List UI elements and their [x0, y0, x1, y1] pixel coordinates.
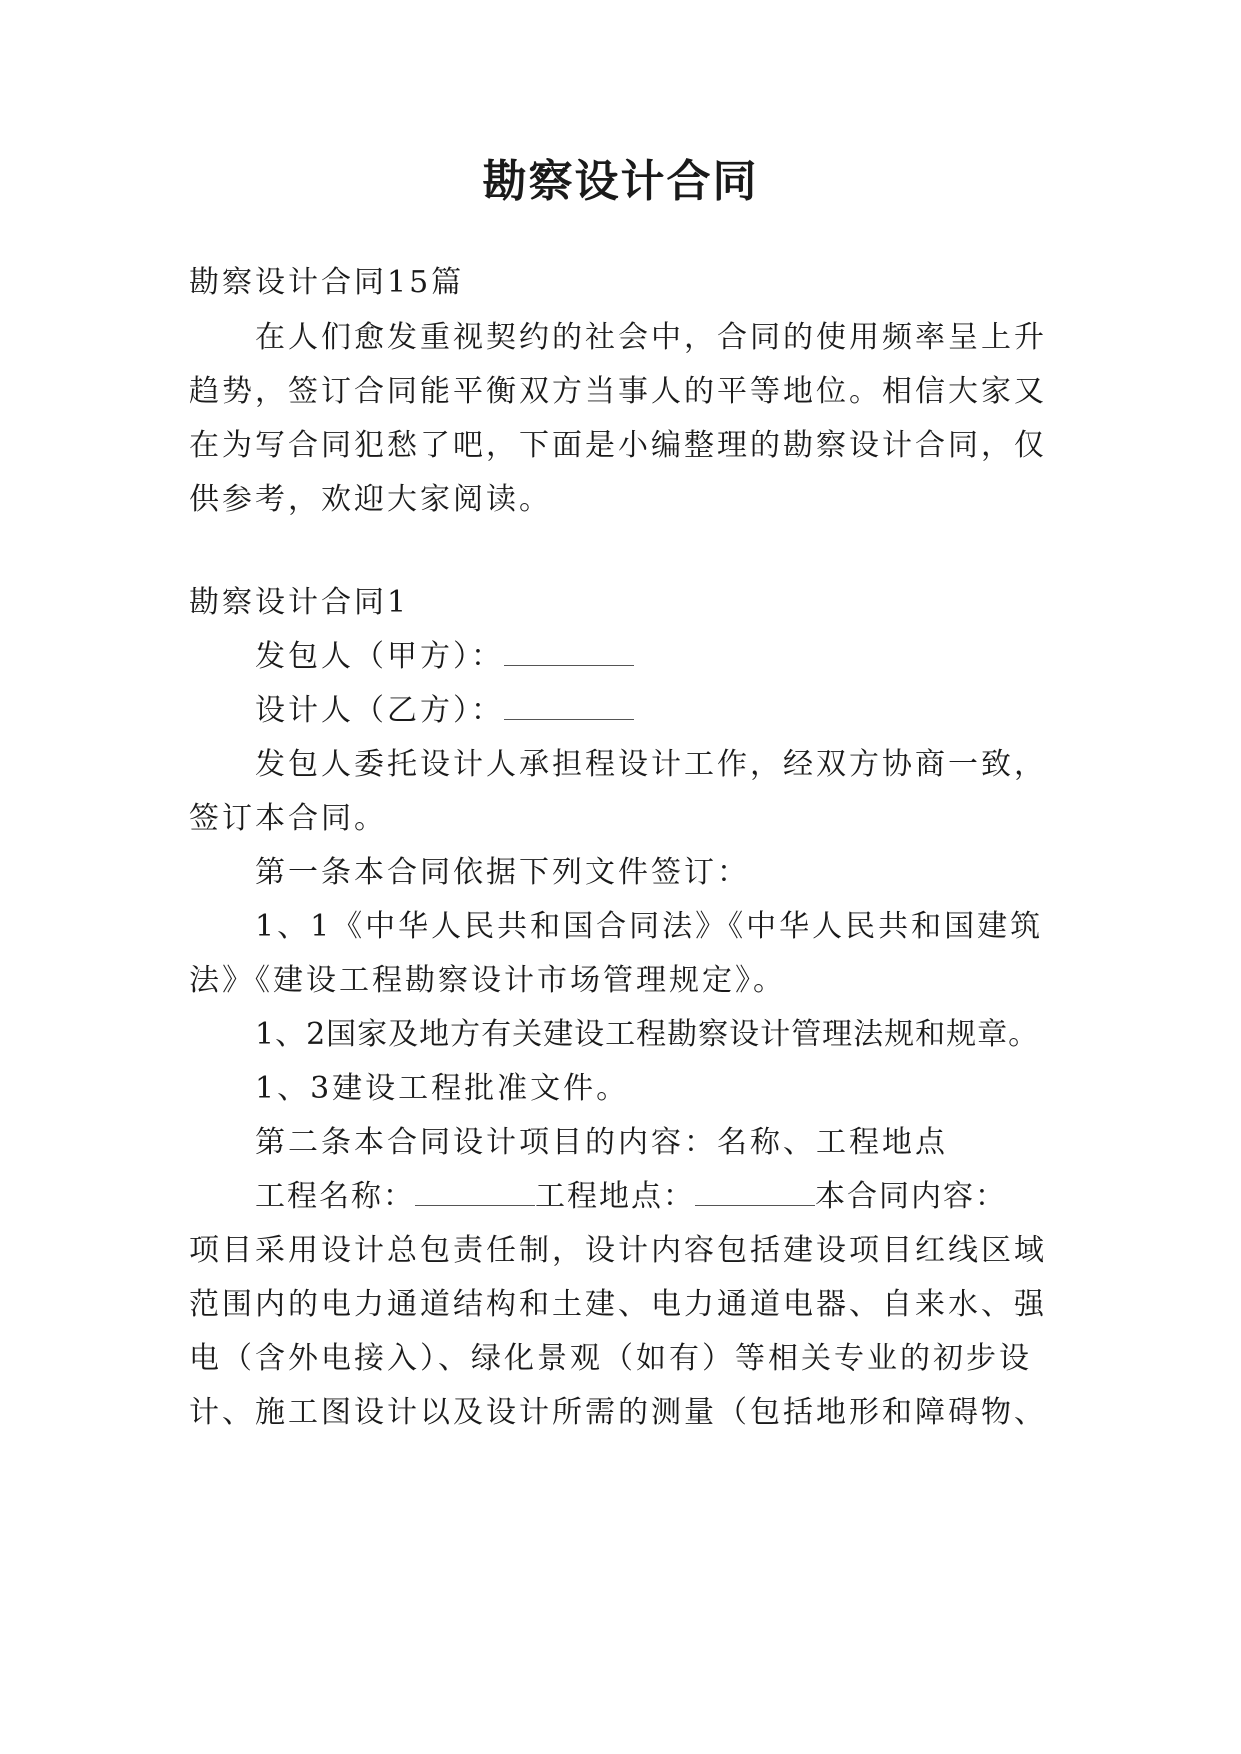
paragraph-line: 供参考，欢迎大家阅读。	[189, 482, 552, 517]
section-heading: 勘察设计合同1	[189, 585, 410, 620]
article-heading: 第二条本合同设计项目的内容：名称、工程地点	[255, 1125, 948, 1160]
paragraph-line: 1、3建设工程批准文件。	[255, 1071, 630, 1106]
paragraph-line: 法》《建设工程勘察设计市场管理规定》。	[189, 963, 786, 998]
party-a-label: 发包人（甲方）：	[255, 639, 504, 674]
paragraph-line: 1、1《中华人民共和国合同法》《中华人民共和国建筑	[255, 909, 1044, 944]
project-location-label: 工程地点：	[535, 1179, 695, 1214]
party-b-label: 设计人（乙方）：	[255, 693, 504, 728]
paragraph-line: 在人们愈发重视契约的社会中，合同的使用频率呈上升	[255, 320, 1047, 355]
party-a-blank	[504, 643, 634, 666]
paragraph-line: 项目采用设计总包责任制，设计内容包括建设项目红线区域	[189, 1233, 1047, 1268]
paragraph-line: 范围内的电力通道结构和土建、电力通道电器、自来水、强	[189, 1287, 1047, 1322]
document-title: 勘察设计合同	[482, 156, 759, 207]
contract-content-label: 本合同内容：	[815, 1179, 1007, 1214]
paragraph-line: 1、2国家及地方有关建设工程勘察设计管理法规和规章。	[255, 1017, 1040, 1052]
project-name-label: 工程名称：	[255, 1179, 415, 1214]
party-a-line	[255, 637, 634, 677]
project-fields-line	[255, 1177, 1007, 1217]
paragraph-line: 计、施工图设计以及设计所需的测量（包括地形和障碍物、	[189, 1395, 1047, 1430]
paragraph-line: 趋势，签订合同能平衡双方当事人的平等地位。相信大家又	[189, 374, 1047, 409]
party-b-blank	[504, 697, 634, 720]
project-name-blank	[415, 1183, 535, 1206]
paragraph-line: 签订本合同。	[189, 801, 387, 836]
paragraph-line: 发包人委托设计人承担程设计工作，经双方协商一致，	[255, 747, 1047, 782]
subtitle-line: 勘察设计合同15篇	[189, 265, 465, 300]
project-location-blank	[695, 1183, 815, 1206]
article-heading: 第一条本合同依据下列文件签订：	[255, 855, 750, 890]
paragraph-line: 电（含外电接入）、绿化景观（如有）等相关专业的初步设	[189, 1341, 1032, 1376]
paragraph-line: 在为写合同犯愁了吧，下面是小编整理的勘察设计合同，仅	[189, 428, 1047, 463]
party-b-line	[255, 691, 634, 731]
